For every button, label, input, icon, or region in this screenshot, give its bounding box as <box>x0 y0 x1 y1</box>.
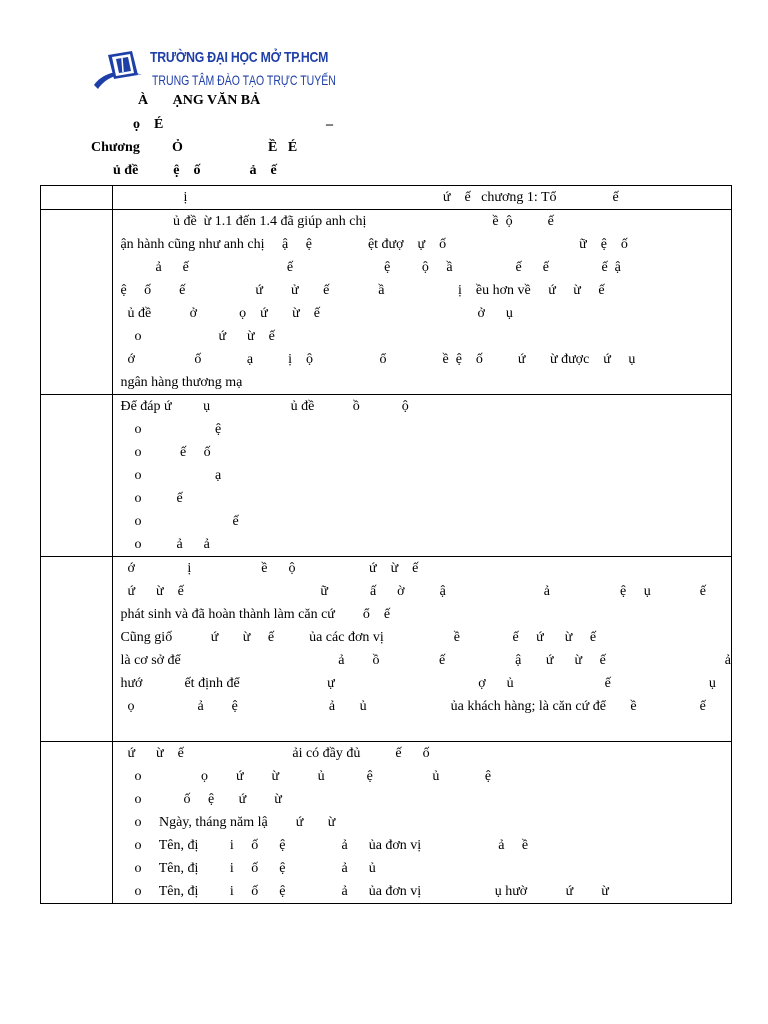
header-line-2b: – <box>326 117 333 132</box>
text-line: ả ế ế ệ ộ ầ ế ế ế ậ <box>113 260 621 275</box>
row-label-cell <box>41 186 113 210</box>
text-line: ị ứ ế chương 1: Tổ ế <box>113 190 619 205</box>
bullet-line: o ứ ừ ế <box>113 329 275 344</box>
row-content-cell <box>113 186 732 210</box>
text-line: ứ ừ ế ữ ấ ờ ậ ả ệ ụ ế <box>113 584 706 599</box>
chapter-title-part-2: Ề É <box>268 140 298 155</box>
text-line: ọ ả ệ ả ủ ủa khách hàng; là căn cứ để ề ế <box>113 699 706 714</box>
bullet-line: o ế <box>113 514 239 529</box>
text-line: ứ ừ ế ải có đầy đủ ế ố <box>113 746 430 761</box>
bullet-line: o ọ ứ ừ ủ ệ ủ ệ <box>113 769 492 784</box>
table-row <box>41 210 732 395</box>
row-content-cell <box>113 210 732 395</box>
bullet-line: o Tên, đị i ố ệ ả ủa đơn vị ả ề <box>113 838 529 853</box>
bullet-line: o ố ệ ứ ừ <box>113 792 282 807</box>
logo-center-name: TRUNG TÂM ĐÀO TẠO TRỰC TUYẾN <box>152 72 336 88</box>
text-line: ủ đề ừ 1.1 đến 1.4 đã giúp anh chị ề ộ ế <box>113 214 554 229</box>
text-line: ủ đề ở ọ ứ ừ ế ở ụ <box>113 306 513 321</box>
text-line: ớ ố ạ ị ộ ổ ề ệ ố ứ ừ được ứ ụ <box>113 352 636 367</box>
text-line: phát sinh và đã hoàn thành làm căn cứ ổ ế <box>113 607 391 622</box>
chapter-label: Chương <box>91 140 140 155</box>
table-row <box>41 395 732 557</box>
bullet-line: o Tên, đị i ố ệ ả ủ <box>113 861 376 876</box>
text-line: Cũng giố ứ ừ ế ủa các đơn vị ề ế ứ ừ ế <box>113 630 597 645</box>
bullet-line: o Tên, đị i ố ệ ả ủa đơn vị ụ hườ ứ ừ <box>113 884 609 899</box>
chapter-title-part: Ỏ <box>172 140 183 155</box>
table-row <box>41 186 732 210</box>
bullet-line: o Ngày, tháng năm lậ ứ ừ <box>113 815 336 830</box>
text-line: ệ ố ế ứ ử ế ầ ị ều hơn về ứ ừ ế <box>113 283 605 298</box>
row-content-cell <box>113 395 732 557</box>
row-content-cell <box>113 557 732 742</box>
bullet-line: o ạ <box>113 468 222 483</box>
logo-university-name: TRƯỜNG ĐẠI HỌC MỞ TP.HCM <box>150 49 329 66</box>
bullet-line: o ế ố <box>113 445 211 460</box>
bullet-line: o ả ả <box>113 537 210 552</box>
row-label-cell <box>41 742 113 904</box>
row-label-cell <box>41 210 113 395</box>
text-line: ngân hàng thương mạ <box>113 375 243 390</box>
table-row <box>41 557 732 742</box>
book-swoosh-icon <box>92 45 152 95</box>
blank-line <box>113 718 731 741</box>
university-logo <box>92 45 336 95</box>
text-line: ận hành cũng như anh chị ậ ệ ệt đượ ự ố ữ ệ ố <box>113 237 628 252</box>
content-table <box>40 185 732 904</box>
text-line: ớ ị ề ộ ứ ừ ế <box>113 561 419 576</box>
bullet-line: o ế <box>113 491 183 506</box>
header-line-2a: ọ É <box>133 117 164 132</box>
text-line: Để đáp ứ ụ ủ đề ồ ộ <box>113 399 409 414</box>
row-label-cell <box>41 395 113 557</box>
header-line-1: À ẠNG VĂN BẢ <box>138 93 261 108</box>
text-line: là cơ sở để ả ồ ế ậ ứ ừ ế ả <box>113 653 731 668</box>
row-content-cell <box>113 742 732 904</box>
row-label-cell <box>41 557 113 742</box>
text-line: hướ ết định để ự ợ ủ ế ụ <box>113 676 716 691</box>
bullet-line: o ệ <box>113 422 222 437</box>
topic-title: ủ đề ệ ố ả ế <box>113 163 277 178</box>
table-row <box>41 742 732 904</box>
